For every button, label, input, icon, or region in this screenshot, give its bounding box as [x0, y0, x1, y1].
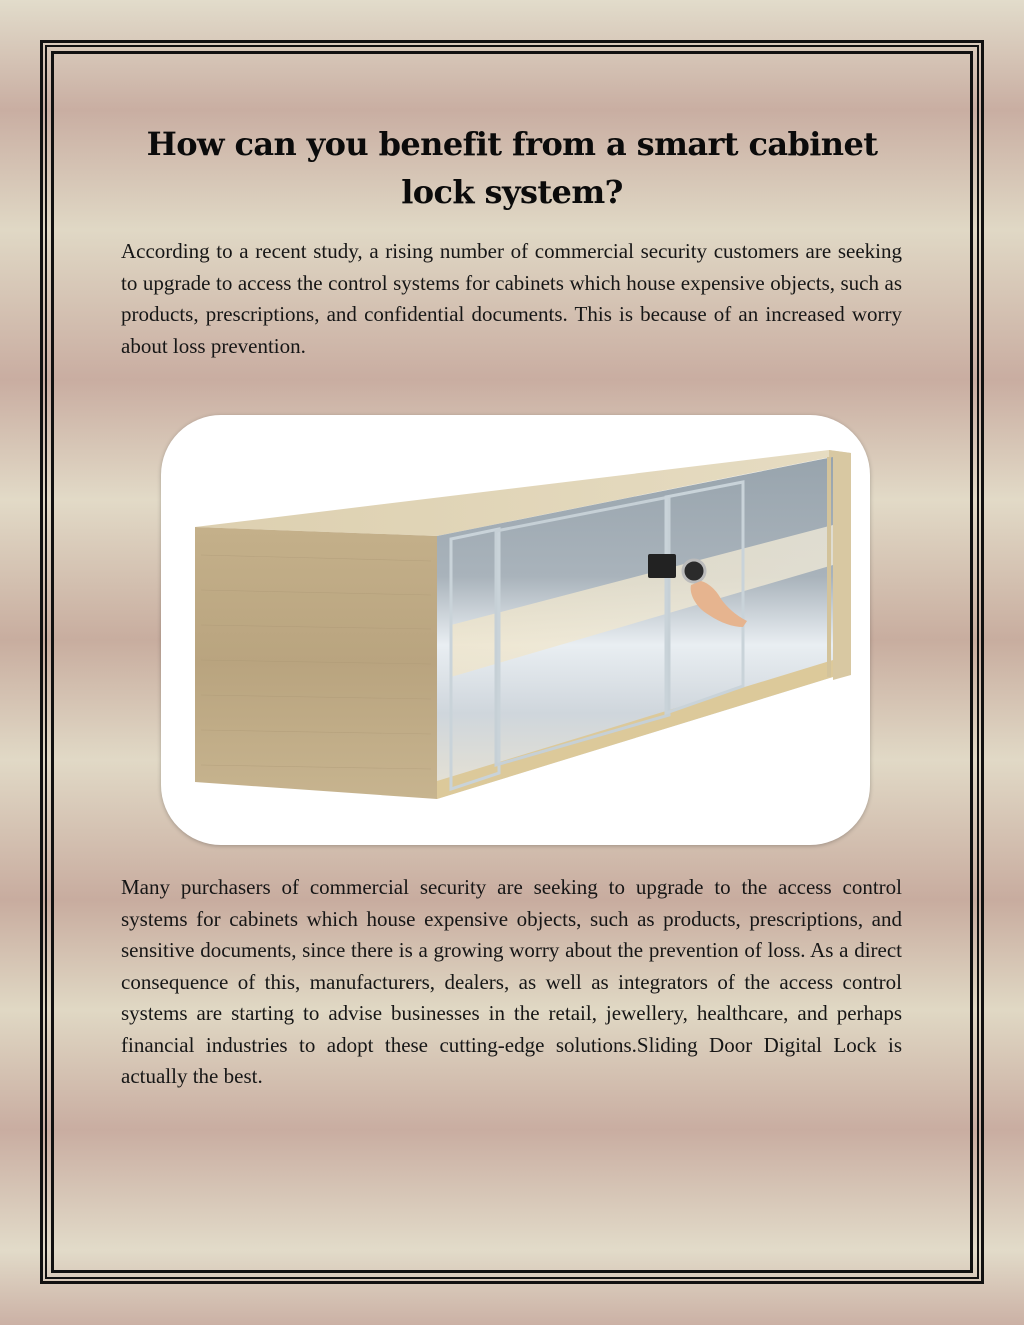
cabinet-lock-image — [161, 415, 870, 845]
document-title: How can you benefit from a smart cabinet lock system? — [146, 125, 878, 211]
key-fob — [683, 560, 705, 582]
body-paragraph: Many purchasers of commercial security are seeking to upgrade to the access control systems for cabinets which house expensive objects, such as products, prescriptions, and sensitive documents, since there is a growing worry about the prevention of loss. As a direct consequence of this, manufacturers, dealers, as well as integrators of the access control systems are starting to advise businesses in the retail, jewellery, healthcare, and perhaps financial industries to adopt these cutting-edge solutions.Sliding Door Digital Lock is actually the best. — [121, 875, 902, 1088]
cabinet-lock-illustration — [161, 415, 870, 845]
intro-paragraph: According to a recent study, a rising number of commercial security customers are seeking to upgrade to access the control systems for cabinets which house expensive objects, such as products, prescriptions, and confidential documents. This is because of an increased worry about loss prevention. — [121, 239, 902, 358]
digital-lock-body — [648, 554, 676, 578]
cabinet-front-end — [195, 527, 437, 799]
